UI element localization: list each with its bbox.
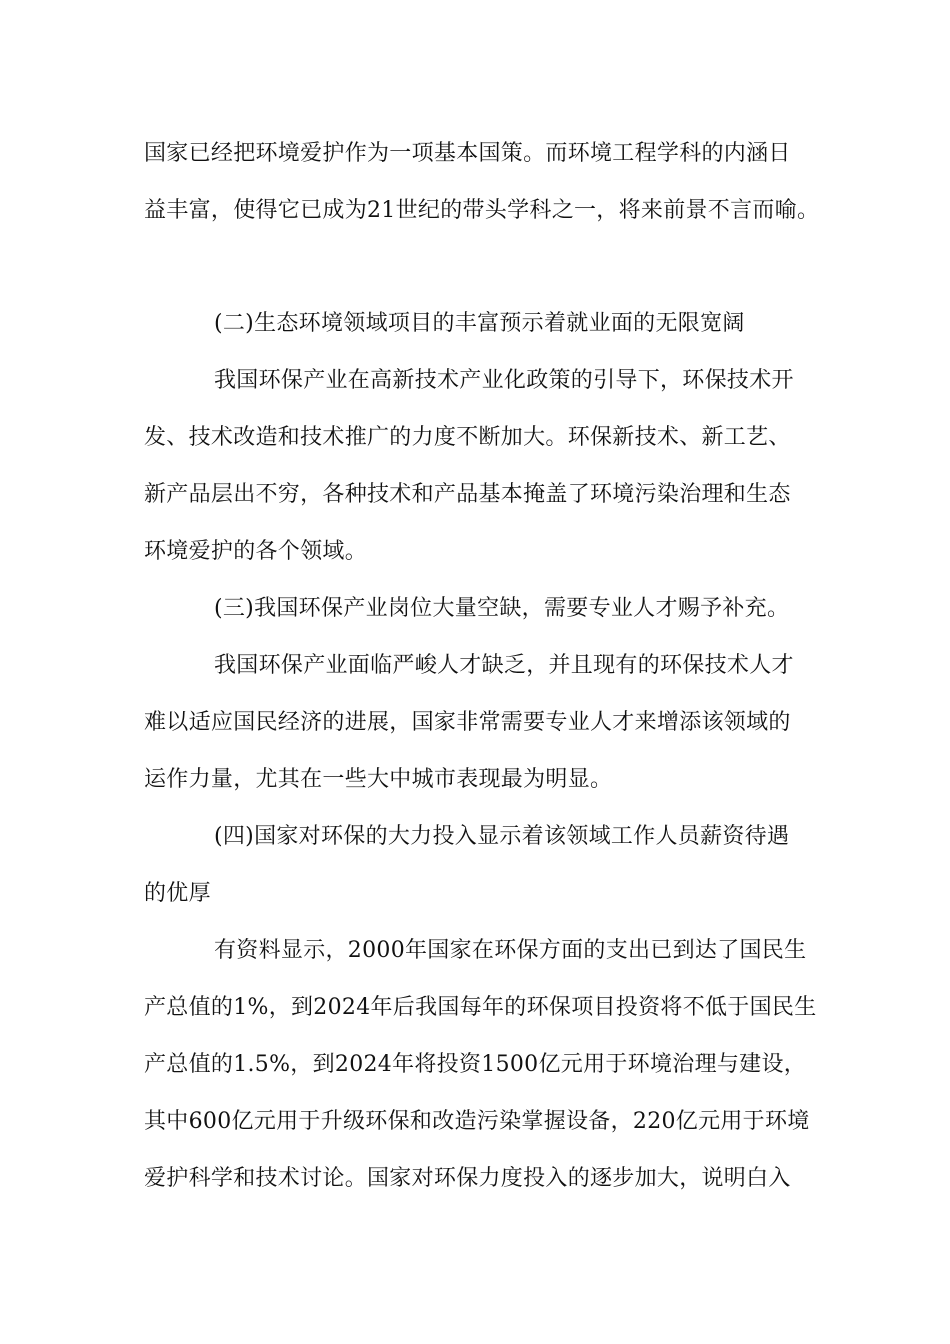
section-heading-4: (四)国家对环保的大力投入显示着该领域工作人员薪资待遇 [214, 824, 790, 849]
text-line-2: 益丰富，使得它已成为21世纪的带头学科之一，将来前景不言而喻。 [144, 198, 820, 223]
text-line-18: 爱护科学和技术讨论。国家对环保力度投入的逐步加大，说明白入 [144, 1166, 791, 1191]
text-line-10: 难以适应国民经济的进展，国家非常需要专业人才来增添该领域的 [144, 710, 791, 735]
text-line-13: 的优厚 [144, 881, 211, 906]
text-line-17: 其中600亿元用于升级环保和改造污染掌握设备，220亿元用于环境 [144, 1109, 810, 1134]
text-line-6: 新产品层出不穷，各种技术和产品基本掩盖了环境污染治理和生态 [144, 482, 791, 507]
text-line-14: 有资料显示，2000年国家在环保方面的支出已到达了国民生 [214, 938, 807, 963]
text-line-4: 我国环保产业在高新技术产业化政策的引导下，环保技术开 [214, 368, 794, 393]
section-heading-2: (二)生态环境领域项目的丰富预示着就业面的无限宽阔 [214, 311, 745, 336]
text-line-11: 运作力量，尤其在一些大中城市表现最为明显。 [144, 767, 613, 792]
text-line-7: 环境爱护的各个领域。 [144, 539, 368, 564]
text-line-5: 发、技术改造和技术推广的力度不断加大。环保新技术、新工艺、 [144, 425, 791, 450]
text-line-1: 国家已经把环境爱护作为一项基本国策。而环境工程学科的内涵日 [144, 141, 791, 166]
text-line-15: 产总值的1%，到2024年后我国每年的环保项目投资将不低于国民生 [144, 995, 817, 1020]
text-line-9: 我国环保产业面临严峻人才缺乏，并且现有的环保技术人才 [214, 653, 794, 678]
text-line-16: 产总值的1.5%，到2024年将投资1500亿元用于环境治理与建设， [144, 1052, 807, 1077]
section-heading-3: (三)我国环保产业岗位大量空缺，需要专业人才赐予补充。 [214, 596, 790, 621]
